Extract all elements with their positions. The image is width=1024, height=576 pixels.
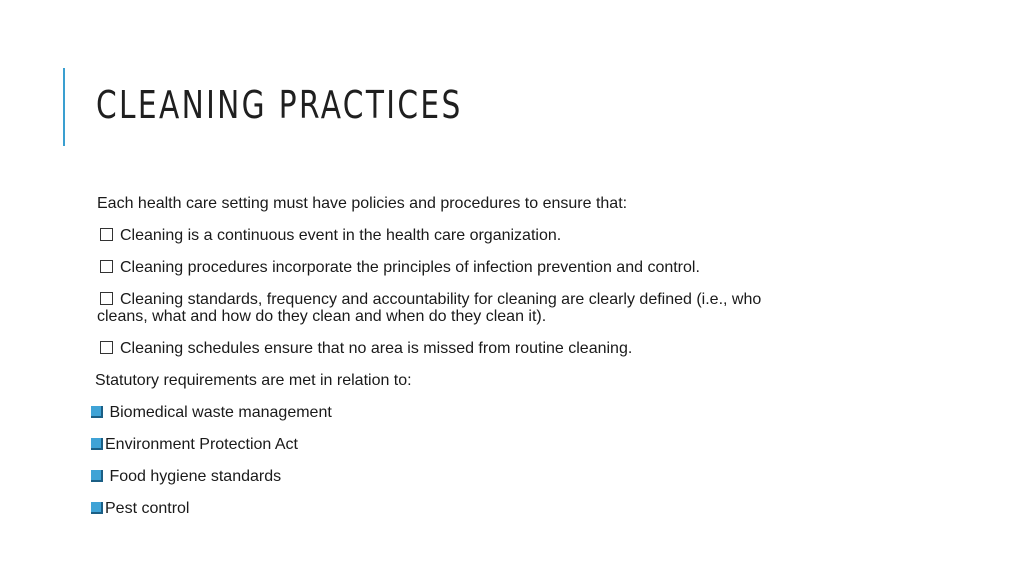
slide-title: CLEANING PRACTICES bbox=[96, 83, 463, 127]
intro-text: Each health care setting must have policies and procedures to ensure that: bbox=[97, 195, 628, 212]
checkbox-icon bbox=[100, 260, 113, 273]
checklist-item-continuation: cleans, what and how do they clean and when do they clean it). bbox=[97, 308, 547, 325]
statutory-heading: Statutory requirements are met in relation to: bbox=[95, 372, 412, 389]
square-bullet-icon bbox=[91, 406, 103, 418]
checklist-item: Cleaning standards, frequency and accountability for cleaning are clearly defined (i.e., who bbox=[100, 291, 761, 309]
requirement-item: Environment Protection Act bbox=[91, 436, 298, 454]
checkbox-icon bbox=[100, 292, 113, 305]
requirement-item: Food hygiene standards bbox=[91, 468, 281, 486]
checklist-item: Cleaning schedules ensure that no area is missed from routine cleaning. bbox=[100, 340, 632, 358]
square-bullet-icon bbox=[91, 502, 103, 514]
checklist-item: Cleaning procedures incorporate the principles of infection prevention and control. bbox=[100, 259, 700, 277]
square-bullet-icon bbox=[91, 438, 103, 450]
requirement-item: Pest control bbox=[91, 500, 189, 518]
requirement-item: Biomedical waste management bbox=[91, 404, 332, 422]
checklist-item: Cleaning is a continuous event in the health care organization. bbox=[100, 227, 561, 245]
square-bullet-icon bbox=[91, 470, 103, 482]
checkbox-icon bbox=[100, 341, 113, 354]
checkbox-icon bbox=[100, 228, 113, 241]
